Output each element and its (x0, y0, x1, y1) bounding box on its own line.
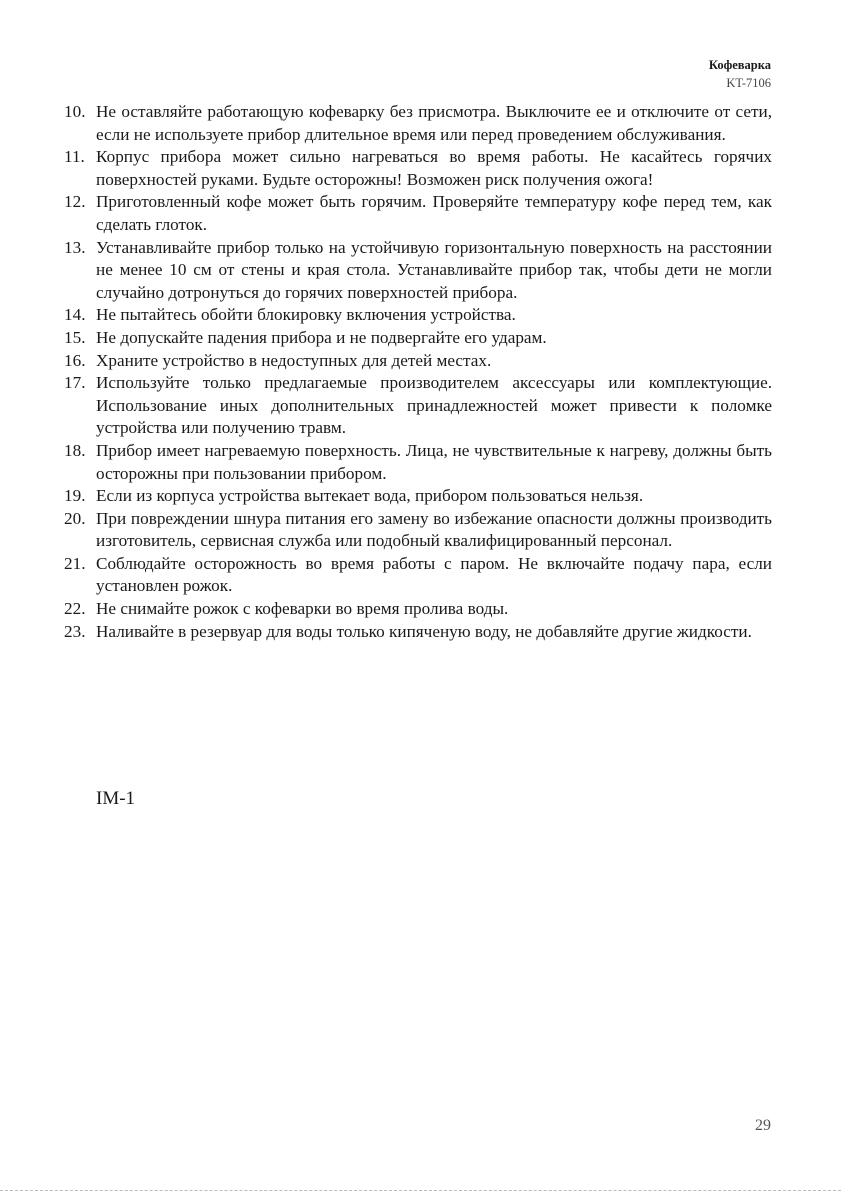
rule-item-11 (64, 146, 772, 191)
rule-item-13 (64, 237, 772, 305)
rule-number: 19. (64, 486, 86, 506)
rule-item-12 (64, 191, 772, 236)
safety-rules-list (64, 101, 772, 643)
product-title: Кофеварка (708, 58, 771, 72)
rule-text: Устанавливайте прибор только на устойчивую горизонтальную поверхность на расстоянии не менее 10 см от стены и края стола. Устанавливайте прибор так, чтобы дети не могли случайно дотронуться до горячих поверхностей прибора. (96, 237, 772, 302)
rule-item-22 (64, 598, 772, 621)
product-model: KT-7106 (726, 76, 771, 90)
rule-text: При повреждении шнура питания его замену во избежание опасности должны производить изготовитель, сервисная служба или подобный квалифицированный персонал. (96, 508, 772, 551)
rule-number: 20. (64, 508, 86, 528)
rule-number: 21. (64, 553, 86, 573)
rule-item-21 (64, 553, 772, 598)
rule-text: Соблюдайте осторожность во время работы с паром. Не включайте подачу пара, если установлен рожок. (96, 553, 772, 596)
rule-item-10 (64, 101, 772, 146)
rule-number: 16. (64, 350, 86, 370)
rule-text: Приготовленный кофе может быть горячим. Проверяйте температуру кофе перед тем, как сделать глоток. (96, 192, 772, 234)
bottom-divider (0, 1190, 841, 1191)
rule-item-15 (64, 327, 772, 350)
rule-number: 12. (64, 192, 86, 212)
rule-number: 13. (64, 237, 86, 257)
rule-item-19 (64, 485, 772, 508)
rule-number: 17. (64, 373, 86, 393)
rule-number: 18. (64, 440, 86, 460)
rule-number: 10. (64, 102, 86, 121)
rule-number: 22. (64, 599, 86, 619)
rule-number: 11. (64, 147, 85, 167)
rule-number: 23. (64, 621, 86, 641)
rule-item-17 (64, 372, 772, 440)
rule-text: Используйте только предлагаемые производителем аксессуары или комплектующие. Использование иных дополнительных принадлежностей может привести к поломке устройства или получению травм. (96, 373, 772, 438)
page-header (709, 56, 771, 92)
rule-item-20 (64, 508, 772, 553)
rule-text: Если из корпуса устройства вытекает вода, прибором пользоваться нельзя. (96, 486, 644, 506)
rule-text: Храните устройство в недоступных для детей местах. (96, 350, 492, 370)
rule-number: 14. (64, 305, 86, 325)
rule-text: Наливайте в резервуар для воды только кипяченую воду, не добавляйте другие жидкости. (96, 621, 752, 641)
document-code: IM-1 (96, 788, 136, 809)
page-number: 29 (755, 1117, 771, 1134)
rule-text: Прибор имеет нагреваемую поверхность. Лица, не чувствительные к нагреву, должны быть осторожны при пользовании прибором. (96, 440, 772, 483)
rule-item-23 (64, 621, 772, 644)
rule-text: Не пытайтесь обойти блокировку включения устройства. (96, 305, 516, 325)
rule-item-16 (64, 350, 772, 373)
rule-text: Корпус прибора может сильно нагреваться во время работы. Не касайтесь горячих поверхностей руками. Будьте осторожны! Возможен риск получения ожога! (96, 147, 772, 189)
rule-text: Не снимайте рожок с кофеварки во время пролива воды. (96, 599, 509, 619)
rule-item-14 (64, 304, 772, 327)
rule-text: Не оставляйте работающую кофеварку без присмотра. Выключите ее и отключите от сети, если не используете прибор длительное время или перед проведением обслуживания. (96, 102, 772, 144)
rule-text: Не допускайте падения прибора и не подвергайте его ударам. (96, 327, 547, 347)
rule-item-18 (64, 440, 772, 485)
rule-number: 15. (64, 327, 86, 347)
